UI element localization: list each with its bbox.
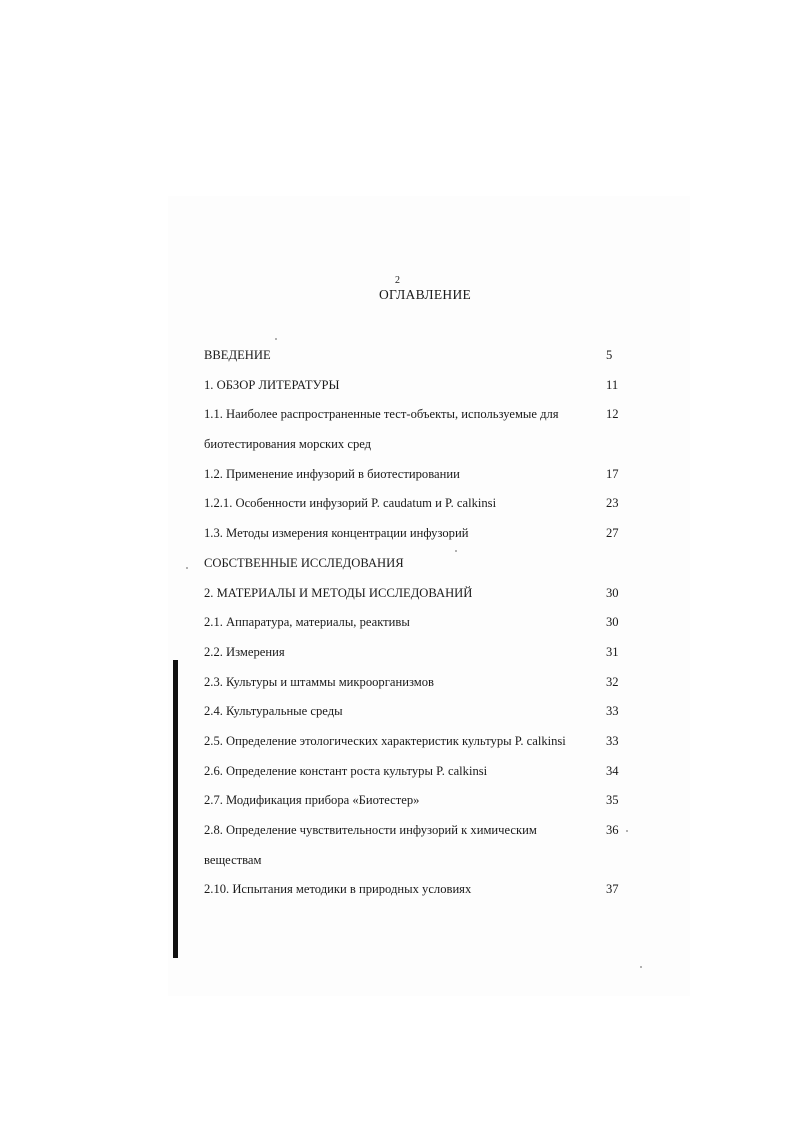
toc-entry-text: 2.6. Определение констант роста культуры P. calkinsi [204, 763, 488, 778]
scan-edge-bar [173, 660, 178, 958]
toc-entry [204, 522, 624, 552]
scan-speck [186, 567, 188, 569]
toc-entry [204, 374, 624, 404]
toc-entry-page: 11 [606, 377, 619, 392]
scan-speck [640, 966, 642, 968]
toc-entry [204, 463, 624, 493]
scan-speck [626, 830, 628, 832]
page-title: ОГЛАВЛЕНИЕ [378, 287, 472, 302]
toc-entry-page: 33 [606, 704, 619, 719]
toc-entry-page: 33 [606, 733, 619, 748]
toc-entry-text: 2.10. Испытания методики в природных условиях [204, 882, 472, 897]
toc-entry [204, 878, 624, 908]
toc-entry [204, 611, 624, 641]
toc-entry [204, 492, 624, 522]
toc-entry [204, 552, 624, 582]
toc-entry-text: биотестирования морских сред [204, 437, 372, 452]
toc-entry-text: 2.3. Культуры и штаммы микроорганизмов [204, 674, 434, 689]
toc-entry-text: 1.2.1. Особенности инфузорий P. caudatum и P. calkinsi [204, 496, 497, 511]
toc-entry-text: 1.3. Методы измерения концентрации инфузорий [204, 526, 469, 541]
toc-entry-page: 30 [606, 585, 619, 600]
toc-entry [204, 700, 624, 730]
toc-entry-text: СОБСТВЕННЫЕ ИССЛЕДОВАНИЯ [204, 555, 404, 570]
toc-entry [204, 582, 624, 612]
toc-entry-text: 1.1. Наиболее распространенные тест-объекты, используемые для [204, 407, 559, 422]
toc-entry [204, 730, 624, 760]
scan-speck [275, 338, 277, 340]
toc-entry-page: 31 [606, 644, 619, 659]
toc-entry-text: веществам [204, 852, 262, 867]
page-number: 2 [395, 275, 400, 286]
toc-entry-page: 17 [606, 466, 619, 481]
toc-entry-text: 2.7. Модификация прибора «Биотестер» [204, 793, 420, 808]
toc-entry [204, 760, 624, 790]
toc-entry-page: 34 [606, 763, 619, 778]
toc-entry-text: 2.4. Культуральные среды [204, 704, 343, 719]
toc-entry [204, 819, 624, 849]
toc-entry-page: 35 [606, 793, 619, 808]
toc-entry [204, 671, 624, 701]
toc-entry-text: 1.2. Применение инфузорий в биотестировании [204, 466, 460, 481]
toc-entry [204, 641, 624, 671]
toc-entry-page: 12 [606, 407, 619, 422]
toc-entry-page: 37 [606, 882, 619, 897]
toc-entry-text: 2.8. Определение чувствительности инфузорий к химическим [204, 823, 537, 837]
toc-entry-page: 27 [606, 526, 619, 541]
toc-entry-text: 2.5. Определение этологических характеристик культуры P. calkinsi [204, 733, 566, 748]
toc-entry [204, 849, 624, 879]
toc-entry-text: 2.1. Аппаратура, материалы, реактивы [204, 615, 410, 630]
toc-entry-page: 36 [606, 823, 619, 837]
toc-entry-page: 5 [606, 348, 613, 362]
table-of-contents [204, 344, 624, 908]
toc-entry [204, 403, 624, 433]
toc-entry [204, 344, 624, 374]
toc-entry-text: 1. ОБЗОР ЛИТЕРАТУРЫ [204, 377, 340, 392]
toc-entry-page: 32 [606, 674, 619, 689]
toc-entry-text: ВВЕДЕНИЕ [204, 348, 271, 362]
toc-entry-page: 23 [606, 496, 619, 511]
toc-entry-page: 30 [606, 615, 619, 630]
toc-entry [204, 789, 624, 819]
toc-entry-text: 2. МАТЕРИАЛЫ И МЕТОДЫ ИССЛЕДОВАНИЙ [204, 585, 473, 600]
toc-entry-text: 2.2. Измерения [204, 644, 285, 659]
toc-entry [204, 433, 624, 463]
